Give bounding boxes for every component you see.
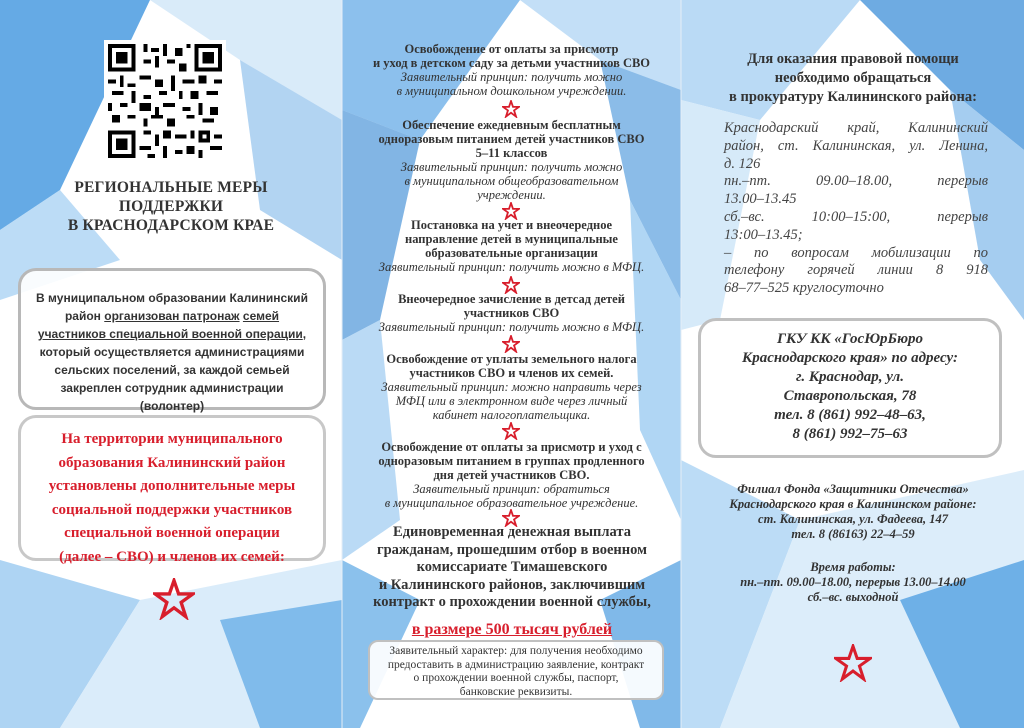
measure-priority-enrollment: Внеочередное зачисление в детсад детей участников СВО Заявительный принцип: получить можно в МФЦ.: [378, 292, 645, 334]
measure-kindergarten-fee: Освобождение от оплаты за присмотр и уход в детском саду за детьми участников СВО Заявительный принцип: получить можно в муниципальном дошкольном учреждении.: [372, 42, 651, 98]
measure-extended-day: Освобождение от оплаты за присмотр и уход с одноразовым питанием в группах продленного дня детей участников СВО. Заявительный принцип: обратиться в муниципальное образовательное учреждение.: [378, 440, 645, 510]
measure-land-tax: Освобождение от уплаты земельного налога участников СВО и членов их семей. Заявительный принцип: можно направить через МФЦ или в электронном виде через личный кабинет налогоплательщика.: [381, 352, 642, 422]
fund-branch-contact: Филиал Фонда «Защитники Отечества» Краснодарского края в Калининском районе: ст. Калининская, ул. Фадеева, 147 тел. 8 (86163) 22–4–59: [729, 482, 977, 541]
patronage-info-box: В муниципальном образовании Калининский район организован патронаж семей участников специальной военной операции, который осуществляется администрациями сельских поселений, за каждой семьей закреплен сотрудник администрации (волонтер): [18, 268, 326, 410]
support-measures-box: На территории муниципального образования Калининский район установлены дополнительные меры социальной поддержки участников специальной военной операции (далее – СВО) и членов их семей:: [18, 415, 326, 561]
working-hours: Время работы: пн.–пт. 09.00–18.00, перерыв 13.00–14.00 сб.–вс. выходной: [740, 560, 966, 604]
qr-code-icon[interactable]: [104, 40, 226, 162]
legal-help-title: Для оказания правовой помощи необходимо обращаться в прокуратуру Калининского района:: [729, 51, 977, 105]
gku-contact-box: ГКУ КК «ГосЮрБюро Краснодарского края» по адресу: г. Краснодар, ул. Ставропольская, 78 тел. 8 (861) 992–48–63, 8 (861) 992–75–63: [698, 318, 1002, 458]
prosecutor-address: Краснодарский край, Калининский район, ст. Калининская, ул. Ленина, д. 126 пн.–пт. 09.00–18.00, перерыв 13.00–13.45 сб.–вс. 10:00–15:00, перерыв 13:00–13.45; – по вопросам мобилизации по телефону горячей линии 8 918 68–77–525 круглосуточно: [724, 120, 988, 297]
star-outline-icon: [153, 578, 195, 620]
measure-free-meals: Обеспечение ежедневным бесплатным одноразовым питанием детей участников СВО 5–11 классов Заявительный принцип: получить можно в муниципальном общеобразовательном учреждении.: [378, 118, 645, 202]
application-note-box: Заявительный характер: для получения необходимо предоставить в администрацию заявление, контракт о прохождении военной службы, паспорт, банковские реквизиты.: [368, 640, 664, 700]
lump-sum-payment: Единовременная денежная выплата гражданам, прошедшим отбор в военном комиссариате Тимашевского и Калининского районов, заключившим контракт о прохождении военной службы,: [373, 524, 651, 611]
measure-priority-placement: Постановка на учет и внеочередное направление детей в муниципальные образовательные организации Заявительный принцип: получить можно в МФЦ.: [378, 218, 645, 274]
star-outline-icon: [502, 100, 520, 118]
star-outline-icon: [502, 335, 520, 353]
star-outline-icon: [834, 644, 872, 682]
star-outline-icon: [502, 422, 520, 440]
payment-amount: в размере 500 тысяч рублей: [411, 621, 613, 638]
brochure-title: РЕГИОНАЛЬНЫЕ МЕРЫ ПОДДЕРЖКИ В КРАСНОДАРСКОМ КРАЕ: [67, 179, 275, 234]
